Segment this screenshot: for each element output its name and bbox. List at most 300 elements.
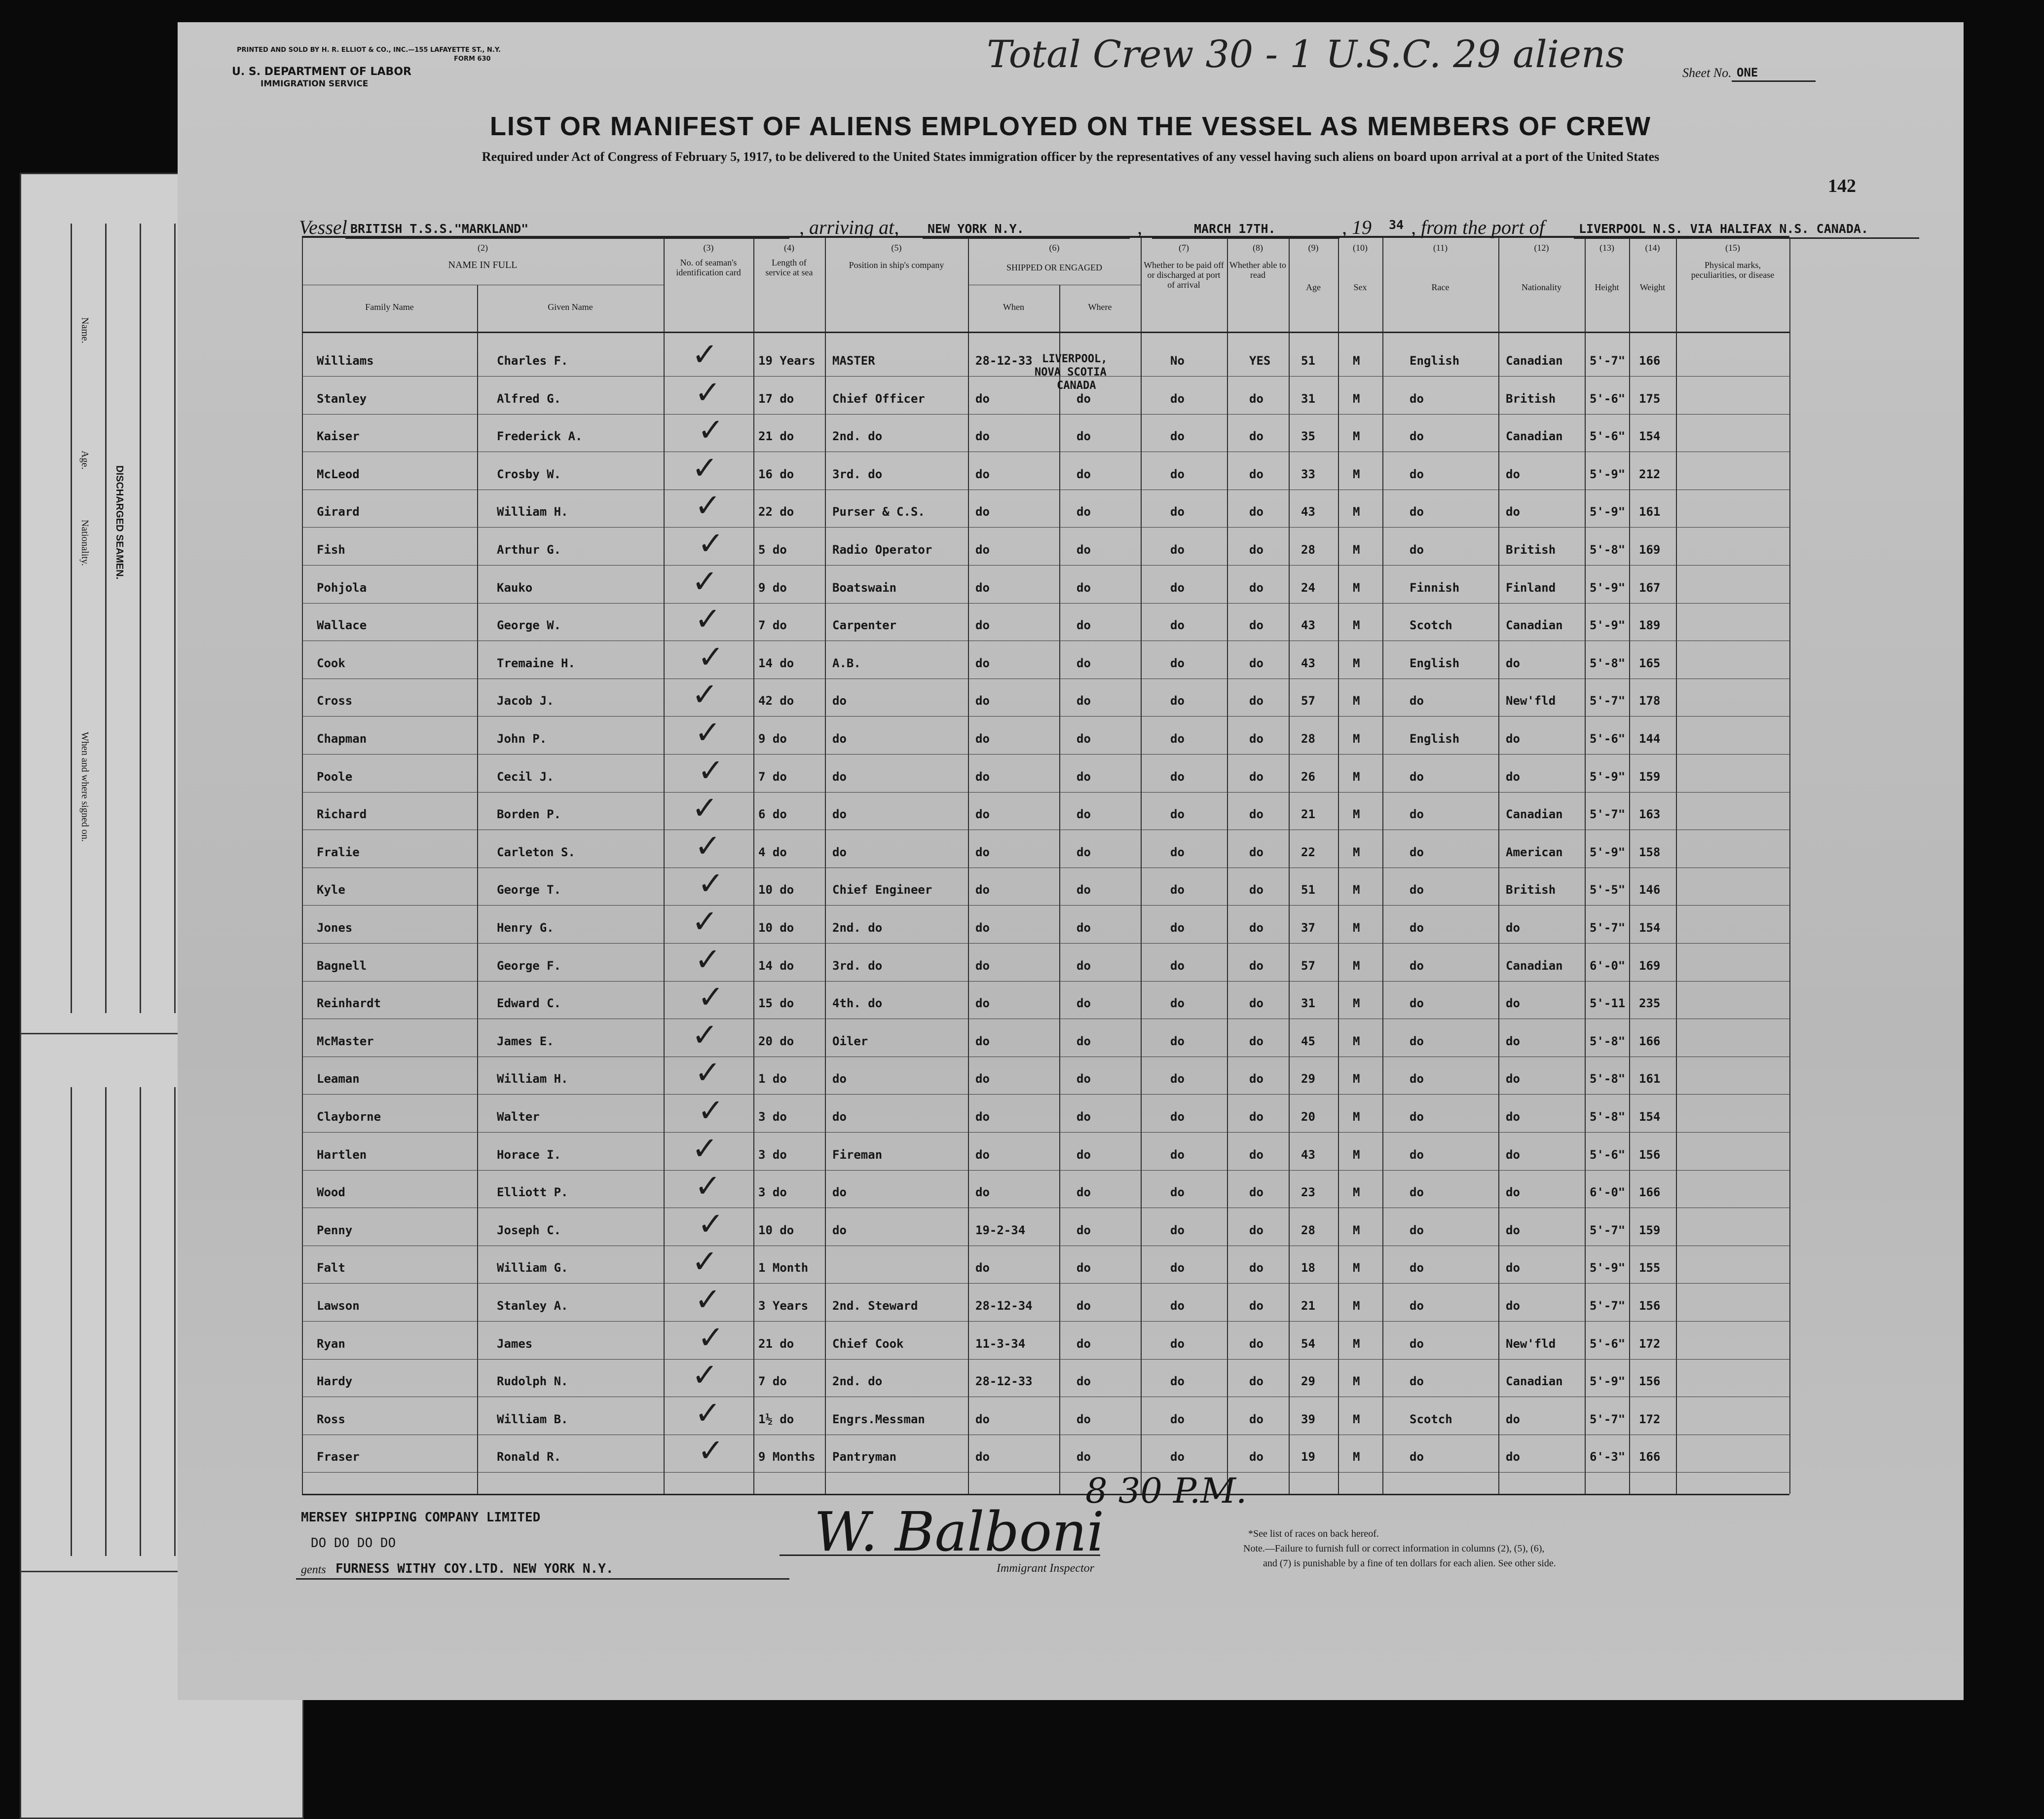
cell-weight: 166 (1639, 1450, 1661, 1464)
cell-given-name: Cecil J. (497, 769, 554, 784)
cell-given-name: John P. (497, 732, 547, 746)
cell-nationality: do (1506, 1147, 1520, 1162)
cell-paid-off: do (1170, 694, 1185, 708)
cell-given-name: Horace I. (497, 1147, 561, 1162)
cell-sex: M (1353, 429, 1360, 444)
cell-given-name: William H. (497, 1072, 568, 1086)
cell-height: 5'-6" (1590, 391, 1626, 406)
cell-sex: M (1353, 958, 1360, 973)
check-mark-icon: ✓ (698, 412, 724, 449)
row-divider (302, 792, 1789, 793)
cell-shipped-when: do (975, 656, 990, 670)
cell-nationality: American (1506, 845, 1563, 859)
cell-family-name: Lawson (317, 1299, 360, 1313)
cell-sex: M (1353, 1336, 1360, 1351)
cell-weight: 172 (1639, 1336, 1661, 1351)
cell-shipped-where: do (1077, 921, 1091, 935)
form-number: FORM 630 (454, 55, 491, 63)
cell-shipped-where: do (1077, 467, 1091, 481)
cell-position: Chief Cook (832, 1336, 904, 1351)
cell-height: 5'-9" (1590, 845, 1626, 859)
col-shipped-header: SHIPPED OR ENGAGED (1006, 263, 1102, 272)
cell-nationality: do (1506, 1034, 1520, 1048)
cell-family-name: Kaiser (317, 429, 360, 444)
cell-given-name: Edward C. (497, 996, 561, 1011)
cell-weight: 155 (1639, 1261, 1661, 1275)
cell-age: 37 (1301, 921, 1315, 935)
cell-shipped-where: do (1077, 1034, 1091, 1048)
cell-height: 5'-7" (1590, 1412, 1626, 1426)
cell-able-to-read: do (1249, 391, 1264, 406)
cell-given-name: William H. (497, 505, 568, 519)
col-race-header: Race (1431, 282, 1449, 292)
cell-able-to-read: do (1249, 1185, 1264, 1200)
cell-height: 5'-7" (1590, 694, 1626, 708)
cell-able-to-read: do (1249, 505, 1264, 519)
cell-nationality: do (1506, 1223, 1520, 1237)
cell-able-to-read: do (1249, 1034, 1264, 1048)
cell-race: English (1410, 354, 1460, 368)
cell-able-to-read: do (1249, 694, 1264, 708)
check-mark-icon: ✓ (692, 337, 718, 373)
cell-sex: M (1353, 732, 1360, 746)
cell-height: 5'-7" (1590, 807, 1626, 822)
cell-shipped-when: do (975, 1072, 990, 1086)
cell-family-name: Wallace (317, 618, 367, 633)
cell-shipped-when: do (975, 732, 990, 746)
sheet-label: Sheet No. (1682, 66, 1732, 80)
check-mark-icon: ✓ (692, 1017, 718, 1054)
cell-shipped-when: do (975, 996, 990, 1011)
cell-paid-off: do (1170, 1110, 1185, 1124)
cell-position: 2nd. do (832, 429, 883, 444)
cell-age: 29 (1301, 1374, 1315, 1389)
cell-weight: 156 (1639, 1147, 1661, 1162)
cell-shipped-when: do (975, 1147, 990, 1162)
service: IMMIGRATION SERVICE (260, 79, 369, 89)
cell-age: 51 (1301, 883, 1315, 897)
cell-race: do (1410, 996, 1424, 1011)
cell-able-to-read: do (1249, 1299, 1264, 1313)
col-family-header: Family Name (365, 302, 414, 312)
from-port: LIVERPOOL N.S. VIA HALIFAX N.S. CANADA. (1579, 222, 1868, 236)
col-read-header: Whether able to read (1229, 260, 1286, 280)
cell-age: 31 (1301, 391, 1315, 406)
cell-race: do (1410, 1110, 1424, 1124)
cell-position: do (832, 1072, 847, 1086)
from-label: , from the port of (1411, 216, 1545, 238)
cell-paid-off: do (1170, 732, 1185, 746)
cell-service-length: 3 Years (758, 1299, 809, 1313)
check-mark-icon: ✓ (698, 866, 724, 903)
check-mark-icon: ✓ (695, 828, 721, 865)
cell-weight: 235 (1639, 996, 1661, 1011)
cell-race: do (1410, 543, 1424, 557)
row-divider (302, 981, 1789, 982)
cell-age: 54 (1301, 1336, 1315, 1351)
col-when-header: When (1003, 302, 1024, 312)
cell-able-to-read: do (1249, 580, 1264, 595)
cell-age: 43 (1301, 505, 1315, 519)
row-divider (302, 943, 1789, 944)
cell-paid-off: do (1170, 505, 1185, 519)
cell-height: 5'-7" (1590, 354, 1626, 368)
cell-given-name: Henry G. (497, 921, 554, 935)
cell-race: do (1410, 505, 1424, 519)
col9-num: (9) (1308, 243, 1319, 253)
check-mark-icon: ✓ (695, 941, 721, 978)
cell-age: 23 (1301, 1185, 1315, 1200)
printer-line: PRINTED AND SOLD BY H. R. ELLIOT & CO., INC.—155 LAFAYETTE ST., N.Y. (237, 46, 501, 54)
cell-service-length: 3 do (758, 1185, 787, 1200)
cell-height: 5'-7" (1590, 921, 1626, 935)
cell-service-length: 4 do (758, 845, 787, 859)
cell-family-name: Clayborne (317, 1110, 381, 1124)
cell-position: Radio Operator (832, 543, 932, 557)
cell-sex: M (1353, 921, 1360, 935)
cell-paid-off: do (1170, 958, 1185, 973)
cell-able-to-read: do (1249, 429, 1264, 444)
cell-family-name: Leaman (317, 1072, 360, 1086)
cell-sex: M (1353, 1110, 1360, 1124)
cell-able-to-read: do (1249, 467, 1264, 481)
inspector-label: Immigrant Inspector (997, 1562, 1094, 1575)
left-name-label: Name. (79, 317, 90, 343)
cell-family-name: Falt (317, 1261, 345, 1275)
row-divider (302, 905, 1789, 906)
cell-shipped-when: do (975, 505, 990, 519)
cell-race: do (1410, 1147, 1424, 1162)
row-divider (302, 1472, 1789, 1473)
cell-able-to-read: do (1249, 845, 1264, 859)
cell-service-length: 1½ do (758, 1412, 794, 1426)
cell-weight: 166 (1639, 1185, 1661, 1200)
cell-sex: M (1353, 354, 1360, 368)
cell-shipped-when: 28-12-34 (975, 1299, 1033, 1313)
row-divider (302, 716, 1789, 717)
cell-position: Pantryman (832, 1450, 897, 1464)
footer-ditto: DO DO DO DO (311, 1536, 396, 1551)
cell-shipped-where: do (1077, 1110, 1091, 1124)
cell-age: 45 (1301, 1034, 1315, 1048)
cell-nationality: do (1506, 1185, 1520, 1200)
cell-race: do (1410, 429, 1424, 444)
cell-nationality: do (1506, 769, 1520, 784)
cell-shipped-where: do (1077, 1412, 1091, 1426)
cell-height: 5'-9" (1590, 467, 1626, 481)
cell-race: do (1410, 1185, 1424, 1200)
col-position-header: Position in ship's company (849, 260, 944, 270)
cell-shipped-where: do (1077, 1261, 1091, 1275)
col-weight-header: Weight (1639, 282, 1666, 292)
cell-sex: M (1353, 1223, 1360, 1237)
cell-age: 26 (1301, 769, 1315, 784)
cell-race: do (1410, 1034, 1424, 1048)
col11-num: (11) (1433, 243, 1448, 253)
cell-able-to-read: do (1249, 883, 1264, 897)
cell-height: 5'-8" (1590, 1110, 1626, 1124)
cell-height: 5'-6" (1590, 1147, 1626, 1162)
cell-height: 5'-9" (1590, 618, 1626, 633)
cell-able-to-read: do (1249, 1223, 1264, 1237)
col-given-header: Given Name (548, 302, 593, 312)
row-divider (302, 565, 1789, 566)
cell-age: 35 (1301, 429, 1315, 444)
cell-position: do (832, 845, 847, 859)
cell-weight: 169 (1639, 543, 1661, 557)
cell-given-name: Joseph C. (497, 1223, 561, 1237)
cell-height: 5'-6" (1590, 429, 1626, 444)
cell-height: 5'-5" (1590, 883, 1626, 897)
cell-shipped-where: do (1077, 1336, 1091, 1351)
cell-able-to-read: do (1249, 1072, 1264, 1086)
check-mark-icon: ✓ (695, 1055, 721, 1092)
col-service-header: Length of service at sea (765, 258, 813, 277)
cell-family-name: Kyle (317, 883, 345, 897)
cell-shipped-when: do (975, 769, 990, 784)
cell-position: Chief Engineer (832, 883, 932, 897)
cell-given-name: Carleton S. (497, 845, 575, 859)
cell-shipped-when: do (975, 807, 990, 822)
col4-num: (4) (784, 243, 794, 253)
sheet-number: ONE (1737, 66, 1758, 79)
cell-age: 28 (1301, 1223, 1315, 1237)
cell-age: 43 (1301, 656, 1315, 670)
cell-service-length: 7 do (758, 769, 787, 784)
cell-race: Finnish (1410, 580, 1460, 595)
cell-shipped-when: do (975, 1261, 990, 1275)
col14-num: (14) (1645, 243, 1660, 253)
left-heading: DISCHARGED SEAMEN. (114, 465, 125, 580)
cell-paid-off: do (1170, 580, 1185, 595)
cell-sex: M (1353, 580, 1360, 595)
cell-given-name: George W. (497, 618, 561, 633)
cell-shipped-when: do (975, 1185, 990, 1200)
cell-family-name: Jones (317, 921, 353, 935)
row-divider (302, 1321, 1789, 1322)
cell-age: 28 (1301, 543, 1315, 557)
cell-family-name: Poole (317, 769, 353, 784)
cell-paid-off: do (1170, 1185, 1185, 1200)
check-mark-icon: ✓ (692, 450, 718, 487)
left-nationality-label: Nationality. (79, 520, 90, 566)
cell-family-name: Reinhardt (317, 996, 381, 1011)
cell-age: 29 (1301, 1072, 1315, 1086)
cell-nationality: do (1506, 505, 1520, 519)
cell-shipped-where: do (1077, 1072, 1091, 1086)
cell-service-length: 17 do (758, 391, 794, 406)
cell-sex: M (1353, 1412, 1360, 1426)
cell-age: 21 (1301, 807, 1315, 822)
cell-height: 5'-6" (1590, 732, 1626, 746)
cell-service-length: 10 do (758, 921, 794, 935)
cell-race: Scotch (1410, 618, 1452, 633)
cell-service-length: 1 Month (758, 1261, 809, 1275)
cell-position: Chief Officer (832, 391, 925, 406)
cell-shipped-where: do (1077, 618, 1091, 633)
row-divider (302, 527, 1789, 528)
first-where-line2: NOVA SCOTIA (1035, 366, 1107, 379)
row-divider (302, 414, 1789, 415)
year-prefix: , 19 (1342, 216, 1372, 238)
cell-nationality: Canadian (1506, 807, 1563, 822)
cell-paid-off: do (1170, 1336, 1185, 1351)
cell-given-name: Frederick A. (497, 429, 583, 444)
cell-position: do (832, 1110, 847, 1124)
cell-age: 31 (1301, 996, 1315, 1011)
cell-family-name: Pohjola (317, 580, 367, 595)
cell-shipped-when: do (975, 921, 990, 935)
cell-weight: 161 (1639, 1072, 1661, 1086)
cell-shipped-where: do (1077, 429, 1091, 444)
cell-weight: 144 (1639, 732, 1661, 746)
cell-sex: M (1353, 996, 1360, 1011)
cell-sex: M (1353, 1299, 1360, 1313)
row-divider (302, 1094, 1789, 1095)
cell-nationality: Canadian (1506, 618, 1563, 633)
cell-nationality: Canadian (1506, 958, 1563, 973)
cell-family-name: Fraser (317, 1450, 360, 1464)
cell-service-length: 15 do (758, 996, 794, 1011)
col-name-header: NAME IN FULL (448, 260, 518, 270)
cell-shipped-when: do (975, 1412, 990, 1426)
cell-weight: 167 (1639, 580, 1661, 595)
cell-height: 5'-9" (1590, 1374, 1626, 1389)
cell-height: 5'-11 (1590, 996, 1626, 1011)
cell-shipped-where: do (1077, 845, 1091, 859)
cell-nationality: New'fld (1506, 1336, 1556, 1351)
cell-shipped-when: do (975, 1034, 990, 1048)
cell-able-to-read: do (1249, 1147, 1264, 1162)
cell-weight: 158 (1639, 845, 1661, 859)
cell-weight: 154 (1639, 429, 1661, 444)
col13-num: (13) (1599, 243, 1614, 253)
cell-nationality: do (1506, 996, 1520, 1011)
cell-service-length: 14 do (758, 958, 794, 973)
cell-sex: M (1353, 1261, 1360, 1275)
cell-service-length: 1 do (758, 1072, 787, 1086)
col3-num: (3) (703, 243, 714, 253)
cell-able-to-read: YES (1249, 354, 1271, 368)
cell-weight: 165 (1639, 656, 1661, 670)
row-divider (302, 754, 1789, 755)
cell-nationality: British (1506, 883, 1556, 897)
cell-position: do (832, 807, 847, 822)
note-races: *See list of races on back hereof. (1248, 1528, 1379, 1539)
cell-age: 43 (1301, 1147, 1315, 1162)
cell-shipped-where: do (1077, 732, 1091, 746)
cell-race: do (1410, 1374, 1424, 1389)
cell-service-length: 6 do (758, 807, 787, 822)
cell-service-length: 9 Months (758, 1450, 816, 1464)
vessel-label: Vessel (299, 216, 347, 238)
check-mark-icon: ✓ (692, 904, 718, 940)
cell-sex: M (1353, 807, 1360, 822)
cell-shipped-where: do (1077, 1450, 1091, 1464)
cell-position: Boatswain (832, 580, 897, 595)
cell-paid-off: do (1170, 769, 1185, 784)
cell-weight: 156 (1639, 1299, 1661, 1313)
first-where-line3: CANADA (1057, 379, 1096, 392)
cell-given-name: William G. (497, 1261, 568, 1275)
cell-sex: M (1353, 1034, 1360, 1048)
cell-weight: 178 (1639, 694, 1661, 708)
cell-race: do (1410, 1261, 1424, 1275)
cell-position: 4th. do (832, 996, 883, 1011)
handwritten-total: Total Crew 30 - 1 U.S.C. 29 aliens (987, 32, 1625, 76)
cell-position: do (832, 1223, 847, 1237)
cell-nationality: do (1506, 656, 1520, 670)
cell-given-name: Ronald R. (497, 1450, 561, 1464)
cell-height: 6'-3" (1590, 1450, 1626, 1464)
arrival-year: 34 (1389, 218, 1404, 232)
cell-sex: M (1353, 656, 1360, 670)
cell-given-name: Charles F. (497, 354, 568, 368)
check-mark-icon: ✓ (692, 1130, 718, 1167)
col12-num: (12) (1534, 243, 1549, 253)
cell-weight: 154 (1639, 1110, 1661, 1124)
cell-race: do (1410, 769, 1424, 784)
cell-height: 6'-0" (1590, 958, 1626, 973)
check-mark-icon: ✓ (692, 677, 718, 714)
cell-weight: 189 (1639, 618, 1661, 633)
cell-position: do (832, 732, 847, 746)
footer-agents: FURNESS WITHY COY.LTD. NEW YORK N.Y. (335, 1561, 614, 1576)
note-line1: Note.—Failure to furnish full or correct information in columns (2), (5), (6), (1243, 1543, 1545, 1554)
cell-shipped-when: do (975, 1110, 990, 1124)
cell-shipped-where: do (1077, 694, 1091, 708)
cell-family-name: Fish (317, 543, 345, 557)
cell-age: 20 (1301, 1110, 1315, 1124)
cell-shipped-where: do (1077, 1147, 1091, 1162)
cell-family-name: McLeod (317, 467, 360, 481)
cell-service-length: 22 do (758, 505, 794, 519)
cell-shipped-where: do (1077, 996, 1091, 1011)
cell-sex: M (1353, 391, 1360, 406)
cell-able-to-read: do (1249, 1412, 1264, 1426)
cell-service-length: 42 do (758, 694, 794, 708)
cell-nationality: do (1506, 1110, 1520, 1124)
cell-position: do (832, 694, 847, 708)
cell-sex: M (1353, 1450, 1360, 1464)
check-mark-icon: ✓ (692, 790, 718, 827)
cell-service-length: 3 do (758, 1147, 787, 1162)
cell-height: 5'-8" (1590, 656, 1626, 670)
cell-shipped-when: do (975, 391, 990, 406)
cell-paid-off: do (1170, 1412, 1185, 1426)
cell-family-name: Richard (317, 807, 367, 822)
cell-able-to-read: do (1249, 958, 1264, 973)
cell-family-name: Chapman (317, 732, 367, 746)
cell-able-to-read: do (1249, 1336, 1264, 1351)
cell-race: do (1410, 958, 1424, 973)
cell-given-name: George T. (497, 883, 561, 897)
cell-paid-off: do (1170, 618, 1185, 633)
cell-height: 5'-9" (1590, 1261, 1626, 1275)
cell-height: 5'-9" (1590, 505, 1626, 519)
cell-race: do (1410, 391, 1424, 406)
cell-shipped-where: do (1077, 543, 1091, 557)
cell-age: 51 (1301, 354, 1315, 368)
check-mark-icon: ✓ (692, 563, 718, 600)
cell-service-length: 16 do (758, 467, 794, 481)
cell-service-length: 5 do (758, 543, 787, 557)
cell-paid-off: do (1170, 921, 1185, 935)
check-mark-icon: ✓ (695, 374, 721, 411)
cell-sex: M (1353, 1072, 1360, 1086)
cell-nationality: do (1506, 921, 1520, 935)
cell-given-name: Jacob J. (497, 694, 554, 708)
